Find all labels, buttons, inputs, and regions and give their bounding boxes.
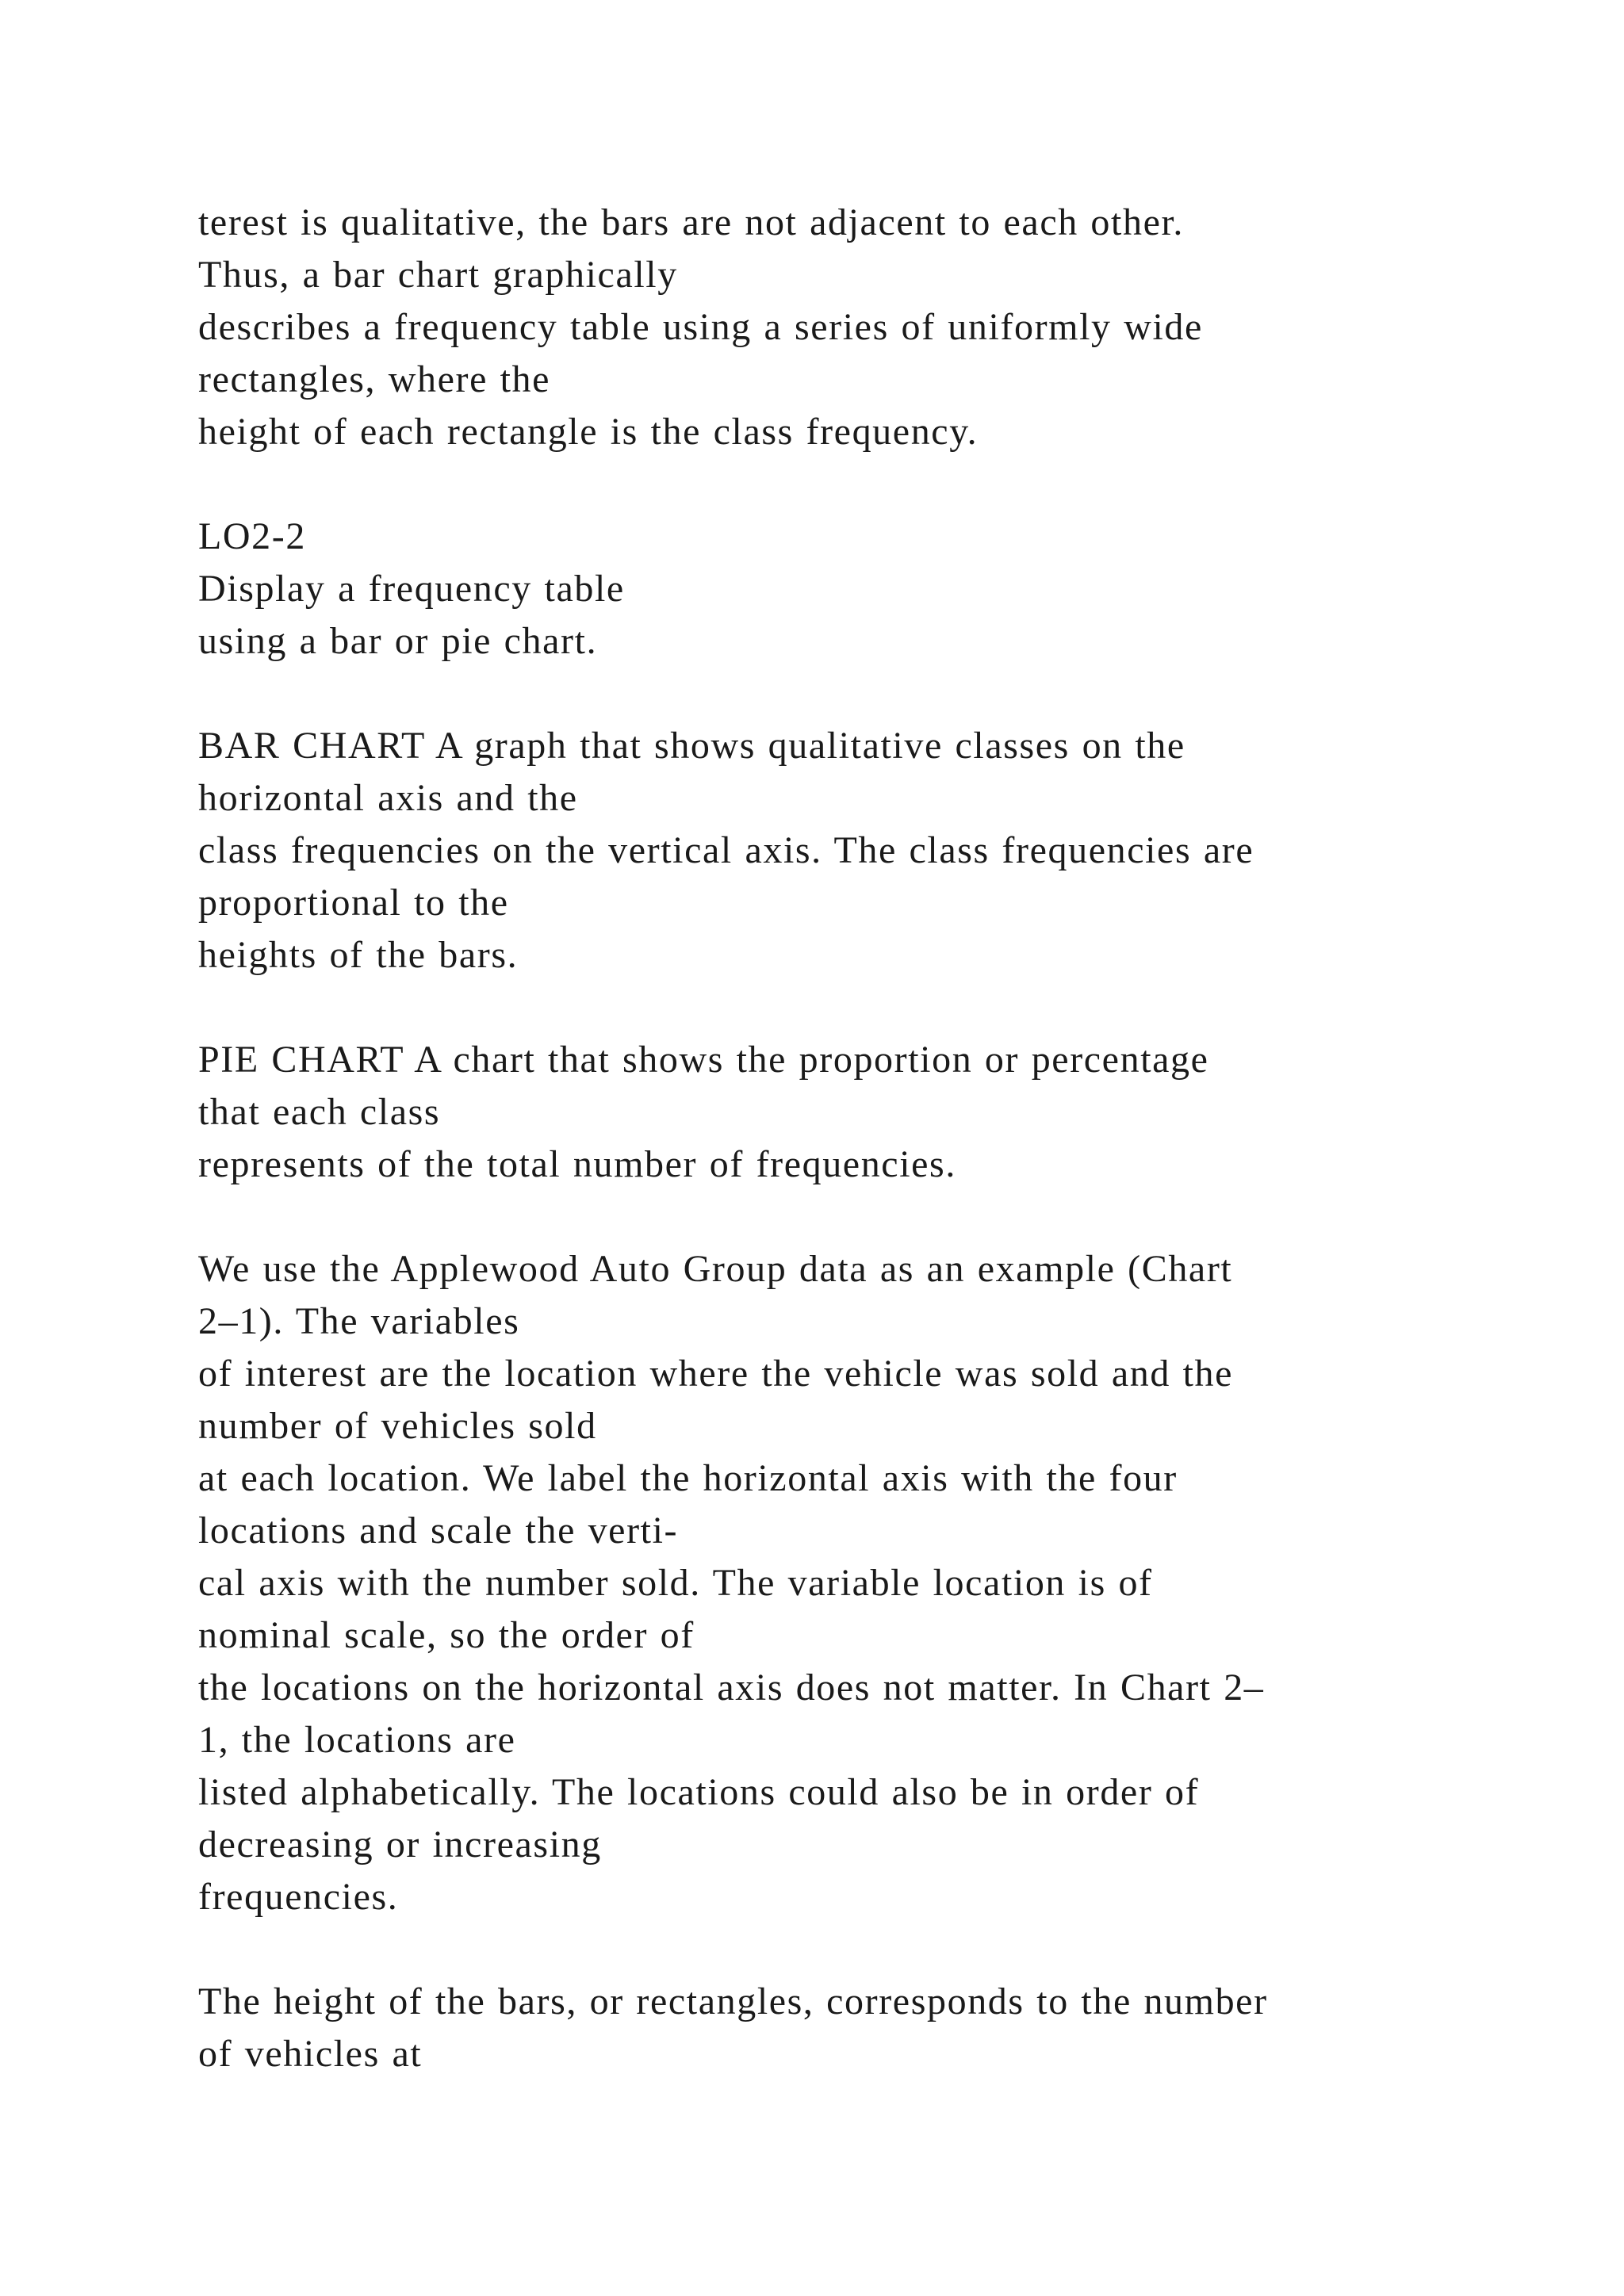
- text-line: nominal scale, so the order of: [198, 1614, 695, 1656]
- paragraph-bar-chart-intro: [198, 197, 1562, 458]
- paragraph-gap: [198, 982, 1562, 1034]
- text-line: cal axis with the number sold. The variable location is of: [198, 1562, 1153, 1604]
- text-line: height of each rectangle is the class frequency.: [198, 411, 979, 453]
- text-line: number of vehicles sold: [198, 1405, 597, 1447]
- definition-pie-chart: [198, 1034, 1562, 1191]
- paragraph-bar-height: [198, 1976, 1562, 2080]
- text-line: We use the Applewood Auto Group data as an example (Chart: [198, 1248, 1233, 1290]
- text-line: horizontal axis and the: [198, 777, 578, 819]
- text-line: rectangles, where the: [198, 358, 551, 400]
- text-line: PIE CHART A chart that shows the proportion or percentage: [198, 1039, 1209, 1081]
- text-line: decreasing or increasing: [198, 1823, 602, 1866]
- text-line: listed alphabetically. The locations could also be in order of: [198, 1771, 1200, 1813]
- text-line: represents of the total number of frequencies.: [198, 1143, 956, 1185]
- text-line: The height of the bars, or rectangles, corresponds to the number: [198, 1980, 1268, 2022]
- text-line: class frequencies on the vertical axis. The class frequencies are: [198, 829, 1254, 871]
- text-line: the locations on the horizontal axis does not matter. In Chart 2–: [198, 1667, 1265, 1709]
- text-line: locations and scale the verti-: [198, 1510, 679, 1552]
- text-line: heights of the bars.: [198, 934, 519, 976]
- learning-objective-text: Display a frequency table: [198, 568, 625, 610]
- text-line: proportional to the: [198, 882, 509, 924]
- paragraph-gap: [198, 1191, 1562, 1243]
- text-line: Thus, a bar chart graphically: [198, 254, 678, 296]
- text-line: frequencies.: [198, 1876, 399, 1918]
- text-line: describes a frequency table using a series of uniformly wide: [198, 306, 1203, 348]
- text-line: that each class: [198, 1091, 441, 1133]
- text-line: of vehicles at: [198, 2033, 423, 2075]
- definition-bar-chart: [198, 720, 1562, 982]
- learning-objective-text: using a bar or pie chart.: [198, 620, 598, 662]
- learning-objective-code: LO2-2: [198, 515, 306, 557]
- text-line: 1, the locations are: [198, 1719, 516, 1761]
- paragraph-applewood-example: [198, 1243, 1562, 1923]
- text-line: of interest are the location where the vehicle was sold and the: [198, 1353, 1234, 1395]
- text-line: terest is qualitative, the bars are not adjacent to each other.: [198, 201, 1185, 243]
- paragraph-gap: [198, 458, 1562, 511]
- document-body: [198, 197, 1562, 2080]
- text-line: at each location. We label the horizontal axis with the four: [198, 1457, 1178, 1499]
- paragraph-gap: [198, 1923, 1562, 1976]
- learning-objective: [198, 511, 1562, 668]
- text-line: BAR CHART A graph that shows qualitative classes on the: [198, 725, 1185, 767]
- paragraph-gap: [198, 668, 1562, 720]
- text-line: 2–1). The variables: [198, 1300, 520, 1342]
